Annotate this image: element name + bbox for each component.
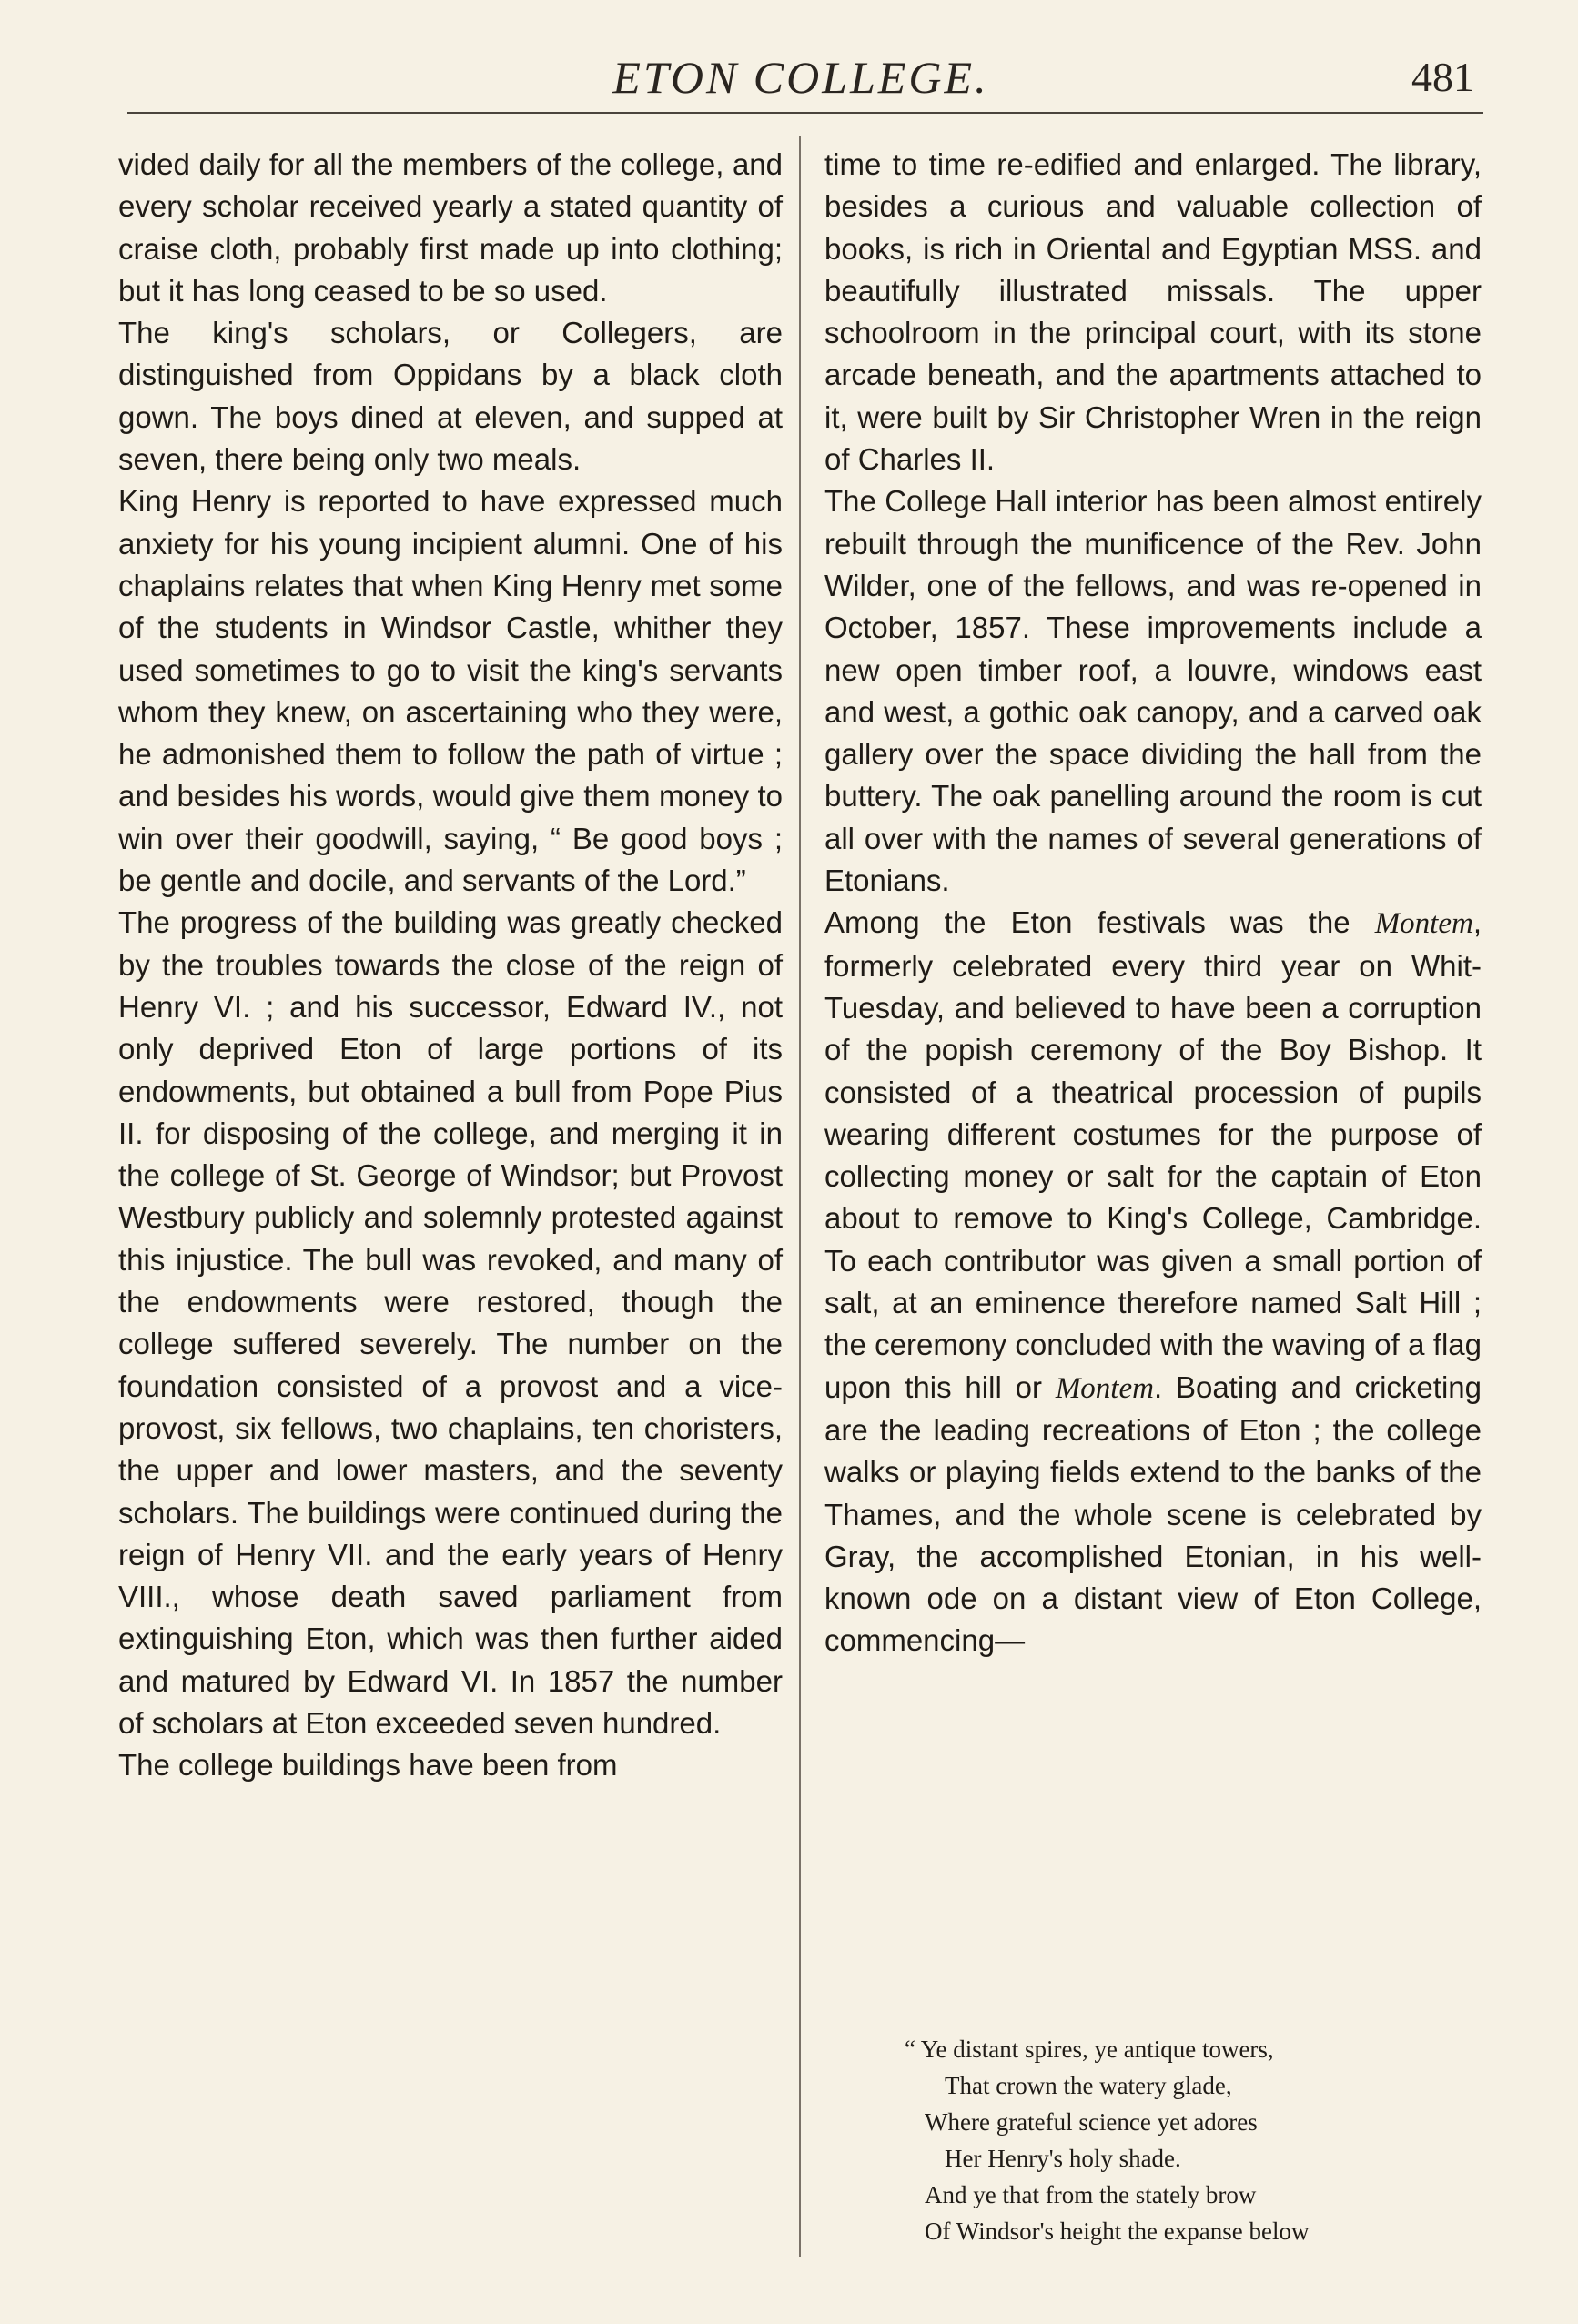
paragraph: The College Hall interior has been almost entirely rebuilt through the munificence of the Rev. John Wilder, one of the fellows, and was re-opened in October, 1857. These improvements include a new open timber roof, a louvre, windows east and west, a gothic oak canopy, and a carved oak gallery over the space dividing the hall from the buttery. The oak panelling around the room is cut all over with the names of several generations of Etonians.	[824, 484, 1482, 898]
italic-term: Montem	[1055, 1371, 1154, 1405]
italic-term: Montem	[1374, 907, 1473, 941]
poem-line: Of Windsor's height the expanse below	[925, 2218, 1310, 2245]
paragraph: The king's scholars, or Collegers, are distinguished from Oppidans by a black cloth gown. The boys dined at eleven, and supped at seven, there being only two meals.	[118, 316, 783, 477]
text-run: Among the Eton festivals was the	[824, 905, 1375, 940]
page-number: 481	[1411, 54, 1474, 100]
poem-line: “ Ye distant spires, ye antique towers,	[905, 2036, 1274, 2063]
paragraph: time to time re-edified and enlarged. The library, besides a curious and valuable collection of books, is rich in Oriental and Egyptian MSS. and beautifully illustrated missals. The upper schoolroom in the principal court, with its stone arcade beneath, and the apartments attached to it, were built by Sir Christopher Wren in the reign of Charles II.	[824, 147, 1482, 477]
column-divider	[799, 136, 801, 2257]
paragraph-montem	[824, 902, 1482, 1662]
header-rule	[127, 112, 1483, 114]
poem-line: And ye that from the stately brow	[925, 2181, 1257, 2208]
paragraph: The college buildings have been from	[118, 1748, 618, 1783]
text-run: . Boating and cricketing are the leading recreations of Eton ; the college walks or playing fields extend to the banks of the Thames, and the whole scene is celebrated by Gray, the accomplished Etonian, in his well-known ode on a distant view of Eton College, commencing—	[824, 1369, 1482, 1658]
right-column	[824, 144, 1482, 1662]
paragraph: vided daily for all the members of the college, and every scholar received yearly a stated quantity of craise cloth, probably first made up into clothing; but it has long ceased to be so used.	[118, 147, 783, 308]
paragraph: King Henry is reported to have expressed much anxiety for his young incipient alumni. One of his chaplains relates that when King Henry met some of the students in Windsor Castle, whither they used sometimes to go to visit the king's servants whom they knew, on ascertaining who they were, he admonished them to follow the path of virtue ; and besides his words, would give them money to win over their goodwill, saying, “ Be good boys ; be gentle and docile, and servants of the Lord.”	[118, 484, 783, 898]
poem-line: Her Henry's holy shade.	[945, 2145, 1181, 2172]
poem-quotation	[905, 2031, 1451, 2249]
paragraph: The progress of the building was greatly checked by the troubles towards the close of the reign of Henry VI. ; and his successor, Edward IV., not only deprived Eton of large portions of its endowments, but obtained a bull from Pope Pius II. for disposing of the college, and merging it in the college of St. George of Windsor; but Provost Westbury publicly and solemnly protested against this injustice. The bull was revoked, and many of the endowments were restored, though the college suffered severely. The number on the foundation consisted of a provost and a vice-provost, six fellows, two chaplains, ten choristers, the upper and lower masters, and the seventy scholars. The buildings were continued during the reign of Henry VII. and the early years of Henry VIII., whose death saved parliament from extinguishing Eton, which was then further aided and matured by Edward VI. In 1857 the number of scholars at Eton exceeded seven hundred.	[118, 905, 783, 1740]
poem-line: That crown the watery glade,	[945, 2072, 1232, 2099]
poem-line: Where grateful science yet adores	[925, 2108, 1258, 2136]
left-column	[118, 144, 783, 1787]
text-run: , formerly celebrated every third year on Whit-Tuesday, and believed to have been a corruption of the popish ceremony of the Boy Bishop. It consisted of a theatrical procession of pupils wearing different costumes for the purpose of collecting money or salt for the captain of Eton about to remove to King's College, Cambridge. To each contributor was given a small portion of salt, at an eminence therefore named Salt Hill ; the ceremony concluded with the waving of a flag upon this hill or	[824, 905, 1482, 1404]
running-header	[118, 44, 1483, 116]
running-title: ETON COLLEGE.	[612, 52, 989, 103]
